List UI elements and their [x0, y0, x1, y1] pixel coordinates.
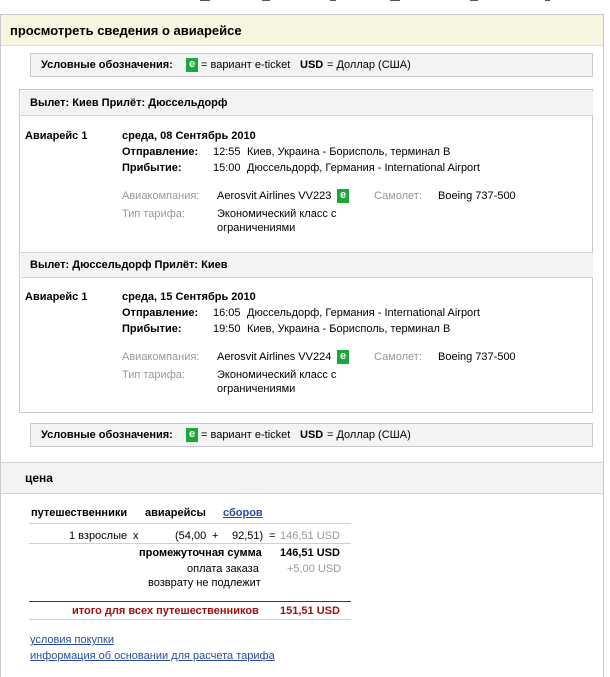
- plane-label: Самолет:: [374, 190, 422, 202]
- row-multiply: x: [133, 530, 139, 542]
- legend-usd: USD: [300, 429, 324, 441]
- divider: [29, 523, 351, 524]
- terms-link[interactable]: условия покупки: [30, 634, 114, 646]
- legend-e-text: = вариант e-ticket: [201, 59, 291, 71]
- e-ticket-icon: e: [337, 350, 349, 364]
- row-equals: =: [269, 530, 276, 542]
- fare-label: Тип тарифа:: [122, 369, 185, 381]
- fare-value-line1: Экономический класс с: [217, 369, 337, 381]
- page-title: просмотреть сведения о авиарейсе: [10, 23, 242, 38]
- segment-heading: Вылет: Киев Прилёт: Дюссельдорф: [30, 97, 228, 109]
- legend-e-text: = вариант e-ticket: [201, 429, 291, 441]
- divider: [29, 543, 351, 544]
- plane-label: Самолет:: [374, 351, 422, 363]
- grand-total-value: 151,51 USD: [280, 605, 340, 617]
- arrive-place: Киев, Украина - Борисполь, терминал B: [247, 323, 451, 335]
- legend-usd-text: = Доллар (США): [327, 429, 411, 441]
- row-travelers: 1 взрослые: [69, 530, 128, 542]
- arrive-place: Дюссельдорф, Германия - International Airport: [247, 162, 480, 174]
- depart-time: 16:05: [213, 307, 241, 319]
- fare-value-line2: ограничениями: [217, 383, 296, 395]
- airline-label: Авиакомпания:: [122, 190, 200, 202]
- legend-bottom: [30, 423, 593, 447]
- depart-label: Отправление:: [122, 307, 199, 319]
- fare-basis-link[interactable]: информация об основании для расчета тарифа: [30, 650, 275, 662]
- booking-fee-value: +5,00 USD: [287, 563, 342, 575]
- legend-label: Условные обозначения:: [41, 59, 173, 71]
- price-header: [1, 462, 603, 494]
- legend-top: [30, 53, 593, 77]
- e-ticket-icon: e: [337, 189, 349, 203]
- col-flights: авиарейсы: [145, 507, 206, 519]
- fare-value-line2: ограничениями: [217, 222, 296, 234]
- row-flight-amount: (54,00: [175, 530, 207, 542]
- grand-total-label: итого для всех путешественников: [72, 605, 259, 617]
- legend-usd-text: = Доллар (США): [327, 59, 411, 71]
- fare-value-line1: Экономический класс с: [217, 208, 337, 220]
- flights-box: [19, 89, 593, 413]
- flight-details-header: [1, 15, 603, 46]
- row-total: 146,51 USD: [280, 530, 340, 542]
- arrive-label: Прибытие:: [122, 323, 182, 335]
- subtotal-label: промежуточная сумма: [139, 547, 262, 559]
- total-divider: [29, 601, 351, 602]
- top-cut-text: [0, 0, 610, 4]
- depart-place: Дюссельдорф, Германия - International Airport: [247, 307, 480, 319]
- airline-value: Aerosvit Airlines VV224: [217, 351, 332, 363]
- plane-value: Boeing 737-500: [438, 190, 516, 202]
- flight-label: Авиарейс 1: [25, 291, 88, 303]
- row-fee-amount: 92,51): [232, 530, 264, 542]
- e-ticket-icon: e: [186, 428, 198, 442]
- flight-date: среда, 15 Сентябрь 2010: [122, 291, 256, 303]
- arrive-time: 15:00: [213, 162, 241, 174]
- segment-heading: Вылет: Дюссельдорф Прилёт: Киев: [30, 259, 228, 271]
- depart-place: Киев, Украина - Борисполь, терминал B: [247, 146, 451, 158]
- depart-time: 12:55: [213, 146, 241, 158]
- airline-value: Aerosvit Airlines VV223: [217, 190, 332, 202]
- col-travelers: путешественники: [31, 507, 128, 519]
- subtotal-value: 146,51 USD: [280, 547, 340, 559]
- arrive-time: 19:50: [213, 323, 241, 335]
- divider: [29, 619, 351, 620]
- price-title: цена: [25, 471, 53, 485]
- depart-label: Отправление:: [122, 146, 199, 158]
- booking-fee-label: оплата заказа: [187, 563, 259, 575]
- fees-link[interactable]: сборов: [223, 507, 263, 519]
- plane-value: Boeing 737-500: [438, 351, 516, 363]
- row-plus: +: [212, 530, 219, 542]
- legend-label: Условные обозначения:: [41, 429, 173, 441]
- flight-label: Авиарейс 1: [25, 130, 88, 142]
- airline-label: Авиакомпания:: [122, 351, 200, 363]
- legend-usd: USD: [300, 59, 324, 71]
- segment-header-2: [21, 252, 593, 278]
- segment-header-1: [21, 91, 593, 116]
- e-ticket-icon: e: [186, 58, 198, 72]
- arrive-label: Прибытие:: [122, 162, 182, 174]
- flight-date: среда, 08 Сентябрь 2010: [122, 130, 256, 142]
- booking-fee-note: возврату не подлежит: [148, 577, 261, 589]
- fare-label: Тип тарифа:: [122, 208, 185, 220]
